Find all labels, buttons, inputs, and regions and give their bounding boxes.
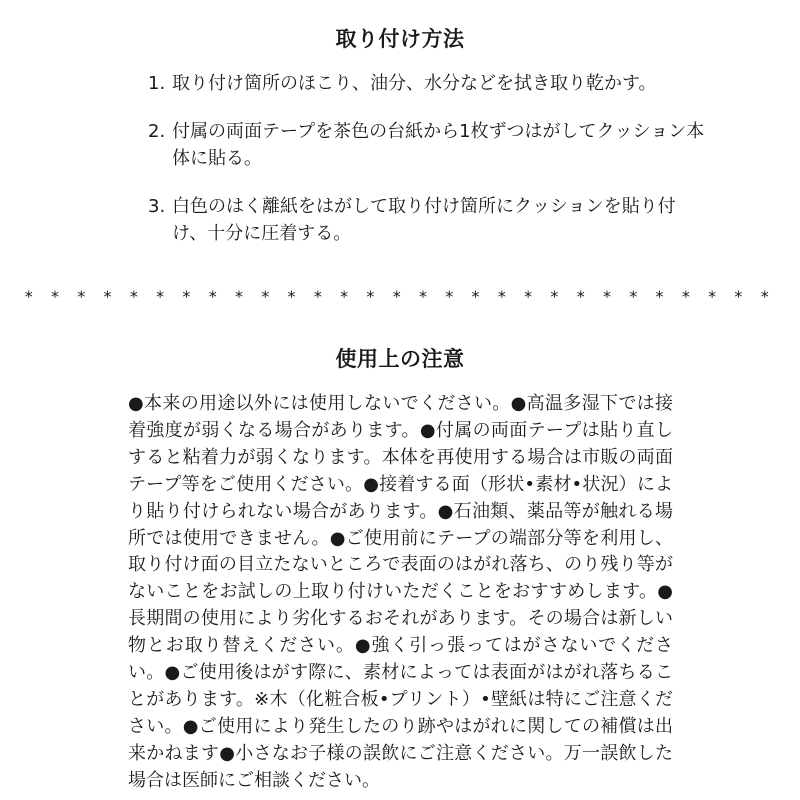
step-number: 1. bbox=[148, 73, 166, 94]
usage-caution-body: ●本来の用途以外には使用しないでください。●高温多湿下では接着強度が弱くなる場合があります。●付属の両面テープは貼り直しすると粘着力が弱くなります。本体を再使用する場合は市販の両面テープ等をご使用ください。●接着する面（形状•素材•状況）により貼り付けられない場合があります。●石油類、薬品等が触れる場所では使用できません。●ご使用前にテープの端部分等を利用し、取り付け面の目立たないところで表面のはがれ落ち、のり残り等がないことをお試しの上取り付けいただくことをおすすめします。●長期間の使用により劣化するおそれがあります。その場合は新しい物とお取り替えください。●強く引っ張ってはがさないでください。●ご使用後はがす際に、素材によっては表面がはがれ落ちることがあります。※木（化粧合板•プリント）•壁紙は特にご注意ください。●ご使用により発生したのり跡やはがれに関しての補償は出来かねます●小さなお子様の誤飲にご注意ください。万一誤飲した場合は医師にご相談ください。 bbox=[128, 393, 673, 791]
step-number: 2. bbox=[148, 121, 166, 142]
asterisk-divider: * * * * * * * * * * * * * * * * * * * * * * * * * * * * * bbox=[24, 287, 776, 306]
install-step-1 bbox=[148, 70, 708, 97]
install-method-title: 取り付け方法 bbox=[335, 27, 465, 51]
install-step-3 bbox=[148, 193, 708, 247]
step-text: 付属の両面テープを茶色の台紙から1枚ずつはがしてクッション本体に貼る。 bbox=[172, 121, 705, 169]
step-text: 白色のはく離紙をはがして取り付け箇所にクッションを貼り付け、十分に圧着する。 bbox=[172, 196, 676, 244]
usage-caution-title: 使用上の注意 bbox=[335, 347, 465, 371]
step-number: 3. bbox=[148, 196, 166, 217]
step-text: 取り付け箇所のほこり、油分、水分などを拭き取り乾かす。 bbox=[172, 73, 657, 94]
install-steps-list bbox=[148, 70, 708, 268]
install-step-2 bbox=[148, 118, 708, 172]
